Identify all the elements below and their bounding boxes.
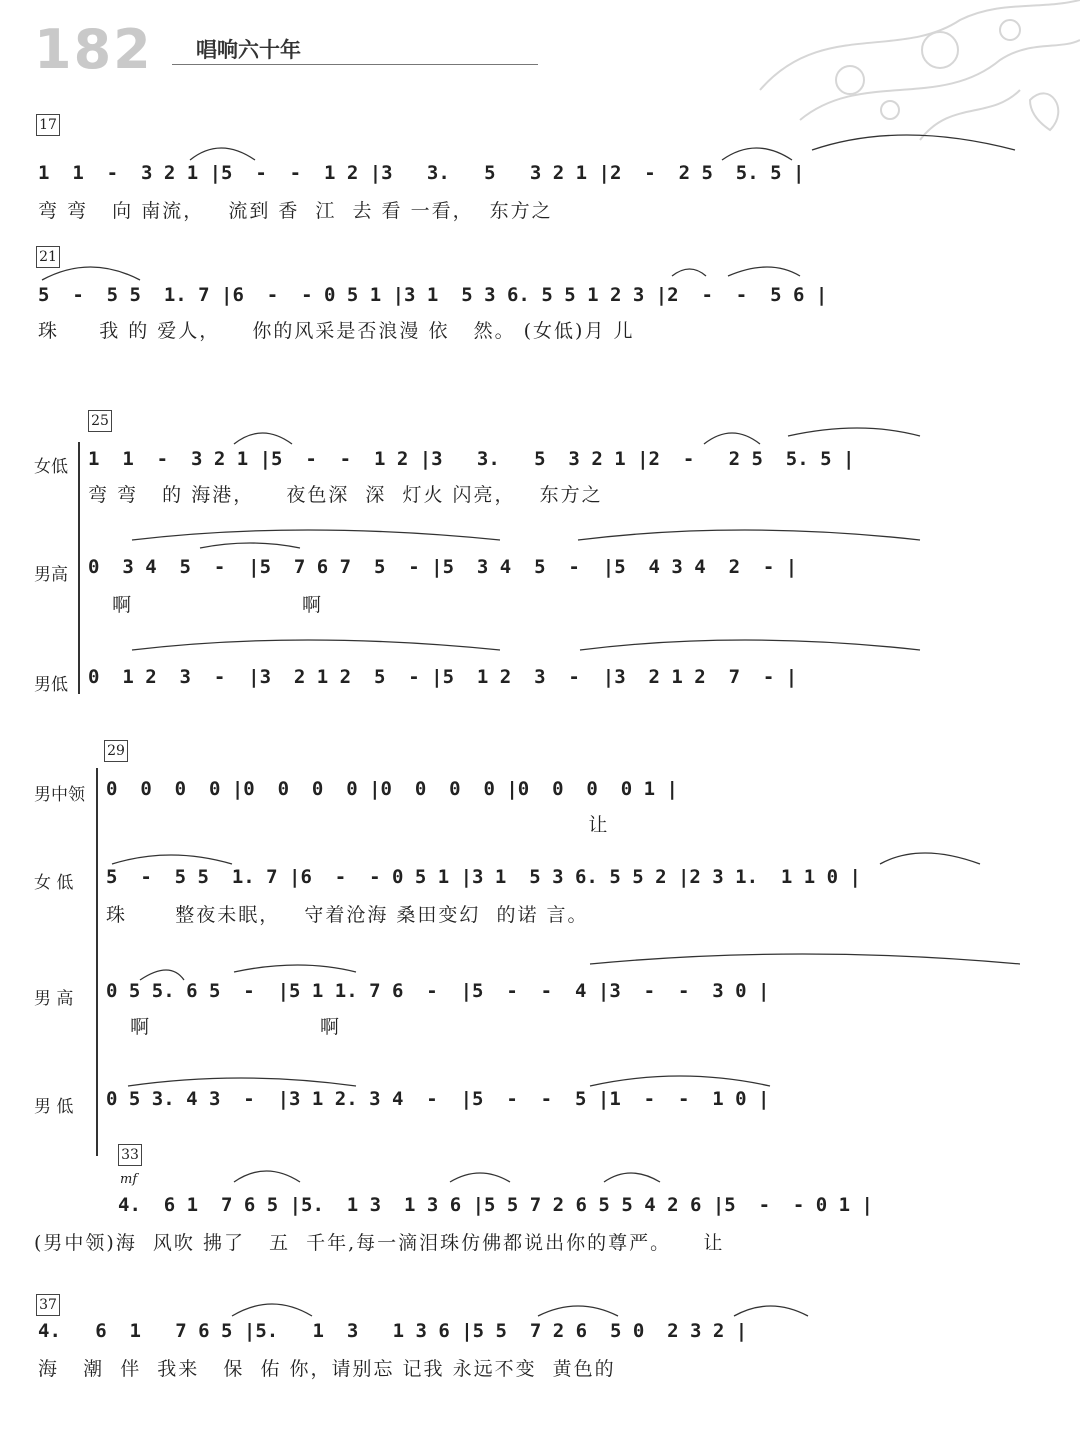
notation-line: 0 0 0 0 |0 0 0 0 |0 0 0 0 |0 0 0 0 1 | [106, 778, 678, 800]
lyrics-line: 弯 弯 的 海港， 夜色深 深 灯火 闪亮， 东方之 [88, 484, 603, 506]
notation-line: 5 - 5 5 1. 7 |6 - - 0 5 1 |3 1 5 3 6. 5 5 1 2 3 |2 - - 5 6 | [38, 284, 828, 306]
dynamic-marking: mf [120, 1172, 138, 1187]
part-label: 男 低 [34, 1097, 74, 1117]
lyrics-line: 啊 啊 [106, 1016, 341, 1038]
page-number: 182 [34, 18, 153, 81]
lyrics-line: 啊 啊 [88, 594, 323, 616]
notation-line: 0 1 2 3 - |3 2 1 2 5 - |5 1 2 3 - |3 2 1 2 7 - | [88, 666, 798, 688]
measure-number: 37 [36, 1294, 60, 1316]
measure-number: 33 [118, 1144, 142, 1166]
notation-line: 1 1 - 3 2 1 |5 - - 1 2 |3 3. 5 3 2 1 |2 - 2 5 5. 5 | [38, 162, 805, 184]
notation-line: 0 3 4 5 - |5 7 6 7 5 - |5 3 4 5 - |5 4 3 4 2 - | [88, 556, 798, 578]
measure-number: 21 [36, 246, 60, 268]
part-label: 女 低 [34, 873, 74, 893]
part-label: 男中领 [34, 785, 85, 805]
notation-line: 0 5 3. 4 3 - |3 1 2. 3 4 - |5 - - 5 |1 - - 1 0 | [106, 1088, 770, 1110]
lyrics-line: (男中领)海 风吹 拂了 五 千年,每一滴泪珠仿佛都说出你的尊严。 让 [34, 1232, 725, 1254]
measure-number: 25 [88, 410, 112, 432]
part-label: 男 高 [34, 989, 74, 1009]
notation-line: 1 1 - 3 2 1 |5 - - 1 2 |3 3. 5 3 2 1 |2 - 2 5 5. 5 | [88, 448, 855, 470]
notation-line: 4. 6 1 7 6 5 |5. 1 3 1 3 6 |5 5 7 2 6 5 0 2 3 2 | [38, 1320, 748, 1342]
notation-line: 4. 6 1 7 6 5 |5. 1 3 1 3 6 |5 5 7 2 6 5 5 4 2 6 |5 - - 0 1 | [118, 1194, 873, 1216]
measure-number: 17 [36, 114, 60, 136]
notation-line: 0 5 5. 6 5 - |5 1 1. 7 6 - |5 - - 4 |3 - - 3 0 | [106, 980, 770, 1002]
lyrics-line: 让 [106, 814, 610, 836]
part-label: 男低 [34, 675, 68, 695]
lyrics-line: 珠 我 的 爱人， 你的风采是否浪漫 依 然。 (女低)月 儿 [38, 320, 635, 342]
part-label: 女低 [34, 457, 68, 477]
measure-number: 29 [104, 740, 128, 762]
part-label: 男高 [34, 565, 68, 585]
notation-line: 5 - 5 5 1. 7 |6 - - 0 5 1 |3 1 5 3 6. 5 5 2 |2 3 1. 1 1 0 | [106, 866, 861, 888]
lyrics-line: 海 潮 伴 我来 保 佑 你，请别忘 记我 永远不变 黄色的 [38, 1358, 616, 1380]
lyrics-line: 弯 弯 向 南流， 流到 香 江 去 看 一看， 东方之 [38, 200, 553, 222]
book-title: 唱响六十年 [196, 38, 301, 62]
lyrics-line: 珠 整夜未眠， 守着沧海 桑田变幻 的诺 言。 [106, 904, 589, 926]
